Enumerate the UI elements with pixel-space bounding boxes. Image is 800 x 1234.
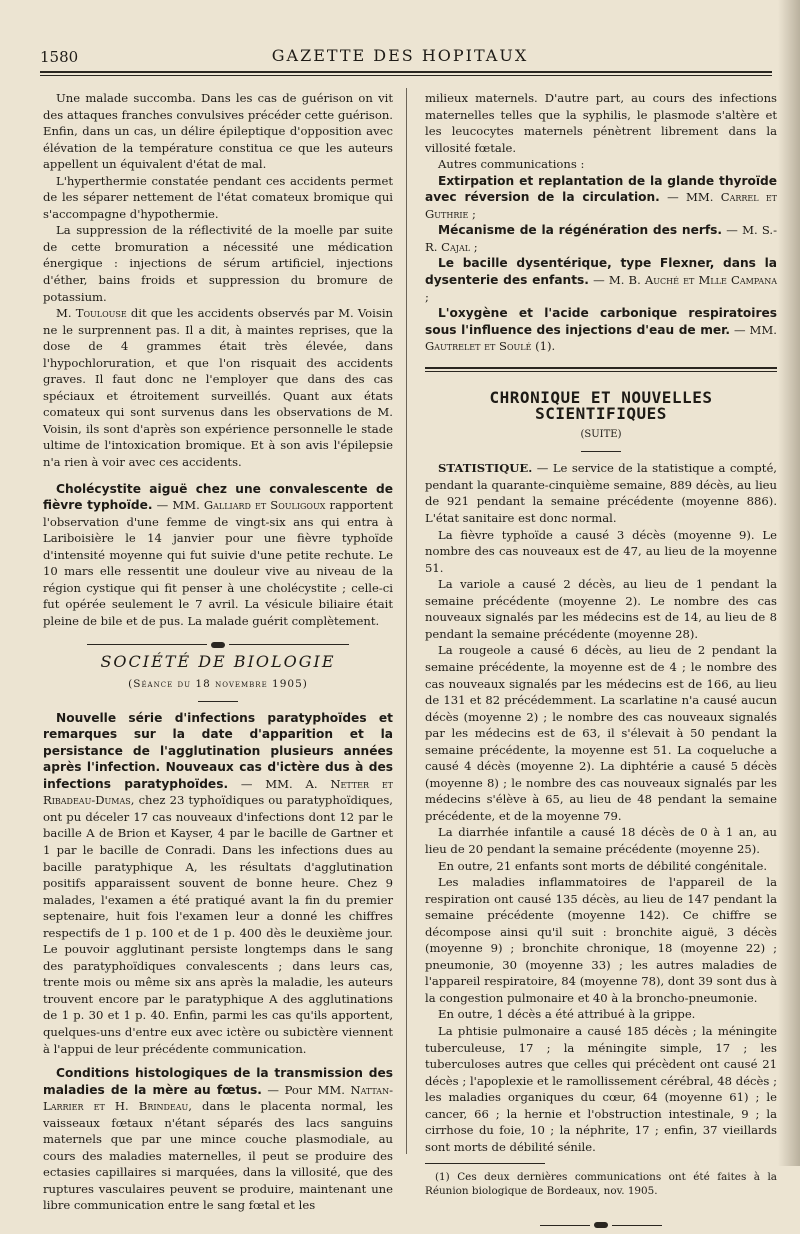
article-title: Conditions histologiques de la transmission des maladies de la mère au fœtus.: [43, 1066, 393, 1097]
paragraph: En outre, 21 enfants sont morts de débilité congénitale.: [438, 858, 768, 873]
running-title: GAZETTE DES HOPITAUX: [271, 46, 529, 65]
communication-title: L'oxygène et l'acide carbonique respiratoires sous l'influence des injections d'eau de mer.: [425, 306, 777, 337]
section-rule-thin: [425, 371, 777, 372]
paragraph: Les maladies inflammatoires de l'appareil de la respiration ont causé 135 décès, au lieu de 147 pendant la semaine précédente (moyenne 142). Ce chiffre se décompose ainsi qu'il suit : bronchite aiguë, 3 décès (moyenne 9) ; bronchite chronique, 18 (moyenne 22) ; pneumonie, 30 (moyenne 33) ; les autres maladies de l'appareil respiratoire, 84 (moyenne 78), dont 39 sont dus à la congestion pulmonaire et 40 à la broncho-pneumonie.: [425, 875, 777, 1005]
paragraph: milieux maternels. D'autre part, au cours des infections maternelles telles que la syphilis, le plasmode s'altère et les leucocytes maternels pénètrent librement dans la villosité fœtale.: [425, 91, 777, 155]
punctuation: (1).: [531, 339, 556, 354]
author-names: Nattan-Larrier et H. Brindeau: [43, 1082, 393, 1114]
author-names: Gautrelet et Soulé: [425, 339, 532, 354]
paragraph-text: rapportent l'observation d'une femme de vingt-six ans qui entra à Lariboisière le 14 janvier pour une fièvre typhoïde d'intensité moyenne qui fut suivie d'une petite rechute. Le 10 mars elle ressentit une douleur vive au niveau de la région cystique qui fit penser à une cholécystite ; celle-ci fut opérée seulement le 7 avril. La vésicule biliaire était pleine de bile et de pus. La malade guérit complètement.: [43, 498, 393, 628]
author-names: S.-R. Cajal: [425, 223, 777, 254]
chronique-subtitle: (SUITE): [580, 428, 622, 440]
dash-text: — MM. A.: [228, 776, 331, 791]
paragraph: Une malade succomba. Dans les cas de guérison on vit des attaques franches convulsives précéder cette guérison. Enfin, dans un cas, un délire épileptique d'opposition avec élévation de la température constitua ce que les auteurs appellent un équivalent d'état de mal.: [43, 91, 393, 172]
ornament-divider: [425, 1216, 777, 1228]
author-name: M. Toulouse: [56, 306, 127, 321]
paragraph-text: — Le service de la statistique a compté, pendant la quarante-cinquième semaine, 889 décès, au lieu de 921 pendant la semaine précédente (moyenne 886). L'état sanitaire est donc normal.: [425, 461, 777, 526]
paragraph: La phtisie pulmonaire a causé 185 décès ; la méningite tuberculeuse, 17 ; la méningite simple, 17 ; les tuberculoses autres que celles qui précèdent ont causé 21 décès ; l'apoplexie et le ramollissement cérébral, 48 décès ; les maladies organiques du cœur, 64 (moyenne 61) ; le cancer, 66 ; la hernie et l'obstruction intestinale, 9 ; la cirrhose du foie, 10 ; la néphrite, 17 ; enfin, 37 vieillards sont morts de débilité sénile.: [425, 1023, 777, 1154]
paragraph: [425, 460, 777, 526]
dash-text: — MM.: [152, 498, 204, 513]
chronique-title: CHRONIQUE ET NOUVELLES SCIENTIFIQUES: [489, 387, 713, 424]
punctuation: ;: [468, 206, 476, 221]
author-names: Auché et Mlle Campana: [644, 273, 777, 288]
communication-title: Le bacille dysentérique, type Flexner, dans la dysenterie des enfants.: [425, 256, 777, 288]
communication-title: Mécanisme de la régénération des nerfs.: [438, 223, 723, 238]
paragraph: La variole a causé 2 décès, au lieu de 1 pendant la semaine précédente (moyenne 2). Le nombre des cas nouveaux signalés par les médecins est de 14, au lieu de 8 pendant la semaine précédente (moyenne 28).: [425, 577, 777, 641]
dash-text: — Pour MM.: [261, 1082, 351, 1097]
paragraph: La suppression de la réflectivité de la moelle par suite de cette bromuration a nécessité une médication énergique : injections de sérum artificiel, injections d'éther, bains froids et suppression du bromure de potassium.: [43, 223, 393, 304]
punctuation: ;: [470, 239, 478, 254]
page-edge-shadow: [778, 0, 800, 1166]
short-rule: [581, 451, 621, 452]
paragraph: [43, 305, 393, 470]
paragraph-text: dit que les accidents observés par M. Voisin ne le surprennent pas. Il a dit, à maintes reprises, que la dose de 4 grammes était très élevée, dans l'hypochloruration, et que l'on risquait des accidents graves. Il faut donc ne l'employer que dans des cas spéciaux et étroitement surveillés. Quant aux états comateux qui sont survenus dans les observations de M. Voisin, ils sont d'après son expérience personnelle le stade ultime de l'intoxication bromique. Et à son avis l'épilepsie n'a rien à voir avec ces accidents.: [43, 306, 393, 470]
section-rule: [425, 367, 777, 369]
page-number: 1580: [40, 48, 79, 66]
dash-text: — M. B.: [588, 273, 645, 288]
dash-text: — MM.: [659, 190, 721, 205]
paragraph-text: , dans le placenta normal, les vaisseaux fœtaux n'étant séparés des lacs sanguins maternels que par une mince couche plasmodiale, au cours des maladies maternelles, il peut se produire des ectasies capillaires si marquées, dans la villosité, que des ruptures vasculaires peuvent se produire, maintenant une libre communication entre le sang fœtal et les: [43, 1099, 393, 1213]
dash-text: — M.: [722, 223, 762, 238]
section-title: SOCIÉTÉ DE BIOLOGIE: [100, 651, 336, 671]
footnote: (1) Ces deux dernières communications ont été faites à la Réunion biologique de Bordeaux, nov. 1905.: [425, 1171, 777, 1198]
paragraph-text: , chez 23 typhoïdiques ou paratyphoïdiques, ont pu déceler 17 cas nouveaux d'infections dont 12 par le bacille A de Brion et Kayser, 4 par le bacille de Gartner et 1 par le bacille de Conradi. Dans les infections dues au bacille paratyphique A, les résultats d'agglutination positifs apparaissent souvent de bonne heure. Chez 9 malades, l'examen a été pratiqué avant la fin du premier septenaire, huit fois l'examen leur a donné les chiffres respectifs de 1 p. 100 et de 1 p. 400 dès le deuxième jour. Le pouvoir agglutinant persiste longtemps dans le sang des paratyphoïdiques convalescents ; dans leurs cas, trente mois ou même six ans après la maladie, les auteurs trouvent encore par le paratyphique A des agglutinations de 1 p. 30 et 1 p. 40. Enfin, parmi les cas qu'ils apportent, quelques-uns d'entre eux avec ictère ou subictère viennent à l'appui de leur précédente communication.: [43, 793, 393, 1056]
article-paragraph: [43, 1065, 393, 1214]
article-paragraph: [43, 710, 393, 1057]
communication-item: [425, 173, 777, 223]
statistique-lead: STATISTIQUE.: [438, 461, 533, 476]
communication-title: Extirpation et replantation de la glande thyroïde avec réversion de la circulation.: [425, 173, 777, 205]
column-divider: [406, 88, 407, 1154]
paragraph: L'hyperthermie constatée pendant ces accidents permet de les séparer nettement de l'état comateux bromique qui s'accompagne d'hypothermie.: [43, 173, 393, 221]
communication-item: [425, 305, 777, 355]
dash-text: — MM.: [730, 322, 777, 337]
paragraph: La rougeole a causé 6 décès, au lieu de 2 pendant la semaine précédente, la moyenne est de 4 ; le nombre des cas nouveaux signalés par les médecins est de 166, au lieu de 131 et 82 précédemment. La scarlatine n'a causé aucun décès (moyenne 2) ; le nombre des cas nouveaux signalés par les médecins est de 63, il s'élevait à 50 pendant la semaine précédente, la moyenne est 51. La coqueluche a causé 4 décès (moyenne 2). La diphtérie a causé 5 décès (moyenne 8) ; le nombre des cas nouveaux signalés par les médecins s'élève à 65, au lieu de 48 pendant la semaine précédente, et de la moyenne 79.: [425, 643, 777, 823]
article-paragraph: [43, 481, 393, 630]
article-title: Cholécystite aiguë chez une convalescente de fièvre typhoïde.: [43, 481, 393, 513]
left-column: [43, 90, 393, 1214]
paragraph: Autres communications :: [438, 157, 585, 172]
author-names: Carrel et Guthrie: [425, 190, 778, 221]
header-rule: [40, 71, 772, 73]
header-rule-thin: [40, 75, 772, 76]
punctuation: ;: [425, 289, 429, 304]
communication-item: [425, 222, 777, 255]
page-header: [0, 42, 800, 72]
paragraph: La fièvre typhoïde a causé 3 décès (moyenne 9). Le nombre des cas nouveaux est de 47, au lieu de la moyenne 51.: [425, 527, 777, 575]
paragraph: La diarrhée infantile a causé 18 décès de 0 à 1 an, au lieu de 20 pendant la semaine précédente (moyenne 25).: [425, 825, 777, 856]
footnote-rule: [425, 1163, 545, 1164]
article-title: Nouvelle série d'infections paratyphoïdes et remarques sur la date d'apparition et la persistance de l'agglutination plusieurs années après l'infection. Nouveaux cas d'ictère dus à des infections paratyphoïdes.: [43, 710, 393, 791]
right-column: [425, 90, 777, 1234]
paragraph: En outre, 1 décès a été attribué à la grippe.: [438, 1007, 696, 1022]
section-subtitle: (Séance du 18 novembre 1905): [128, 678, 308, 691]
author-names: Galliard et Souligoux: [203, 498, 326, 513]
communication-item: [425, 255, 777, 305]
short-rule: [198, 701, 238, 702]
ornament-divider: [43, 636, 393, 648]
author-names: Netter et Ribadeau-Dumas: [43, 776, 393, 808]
